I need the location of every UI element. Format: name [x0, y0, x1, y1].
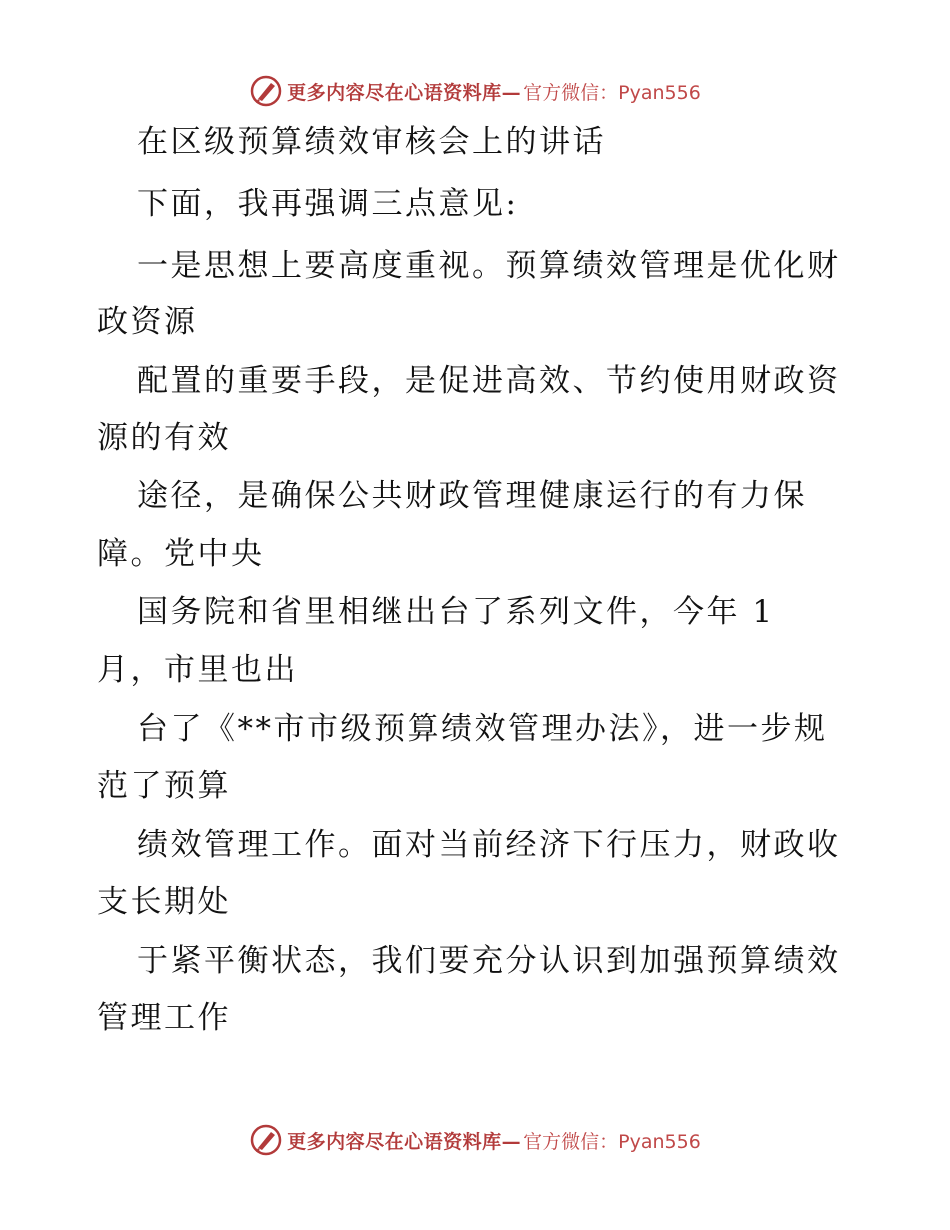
text-line: 范了预算: [97, 768, 231, 804]
text-line: 障。党中央: [97, 536, 265, 572]
pen-logo-icon: [249, 74, 283, 108]
text-line: 一是思想上要高度重视。预算绩效管理是优化财: [137, 248, 841, 284]
text-line: 台了《**市市级预算绩效管理办法》，进一步规: [137, 711, 828, 747]
header-banner-text: 更多内容尽在心语资料库—: [287, 81, 522, 104]
text-line: 管理工作: [97, 1000, 231, 1036]
text-line: 源的有效: [97, 420, 231, 456]
document-title: 在区级预算绩效审核会上的讲话: [137, 124, 606, 160]
text-line: 于紧平衡状态，我们要充分认识到加强预算绩效: [137, 943, 841, 979]
text-line: 政资源: [97, 304, 198, 340]
text-line: 下面，我再强调三点意见:: [137, 186, 519, 222]
text-line: 国务院和省里相继出台了系列文件，今年 1: [137, 594, 775, 630]
text-line: 绩效管理工作。面对当前经济下行压力，财政收: [137, 827, 841, 863]
footer-banner-wechat: 官方微信：Pyan556: [523, 1130, 701, 1153]
pen-logo-icon: [249, 1123, 283, 1157]
footer-banner: [0, 1120, 950, 1160]
text-line: 月，市里也出: [97, 652, 298, 688]
header-banner-wechat: 官方微信：Pyan556: [523, 81, 701, 104]
text-line: 途径，是确保公共财政管理健康运行的有力保: [137, 478, 807, 514]
header-banner: [0, 71, 950, 111]
text-line: 支长期处: [97, 884, 231, 920]
text-line: 配置的重要手段，是促进高效、节约使用财政资: [137, 363, 841, 399]
footer-banner-text: 更多内容尽在心语资料库—: [287, 1130, 522, 1153]
